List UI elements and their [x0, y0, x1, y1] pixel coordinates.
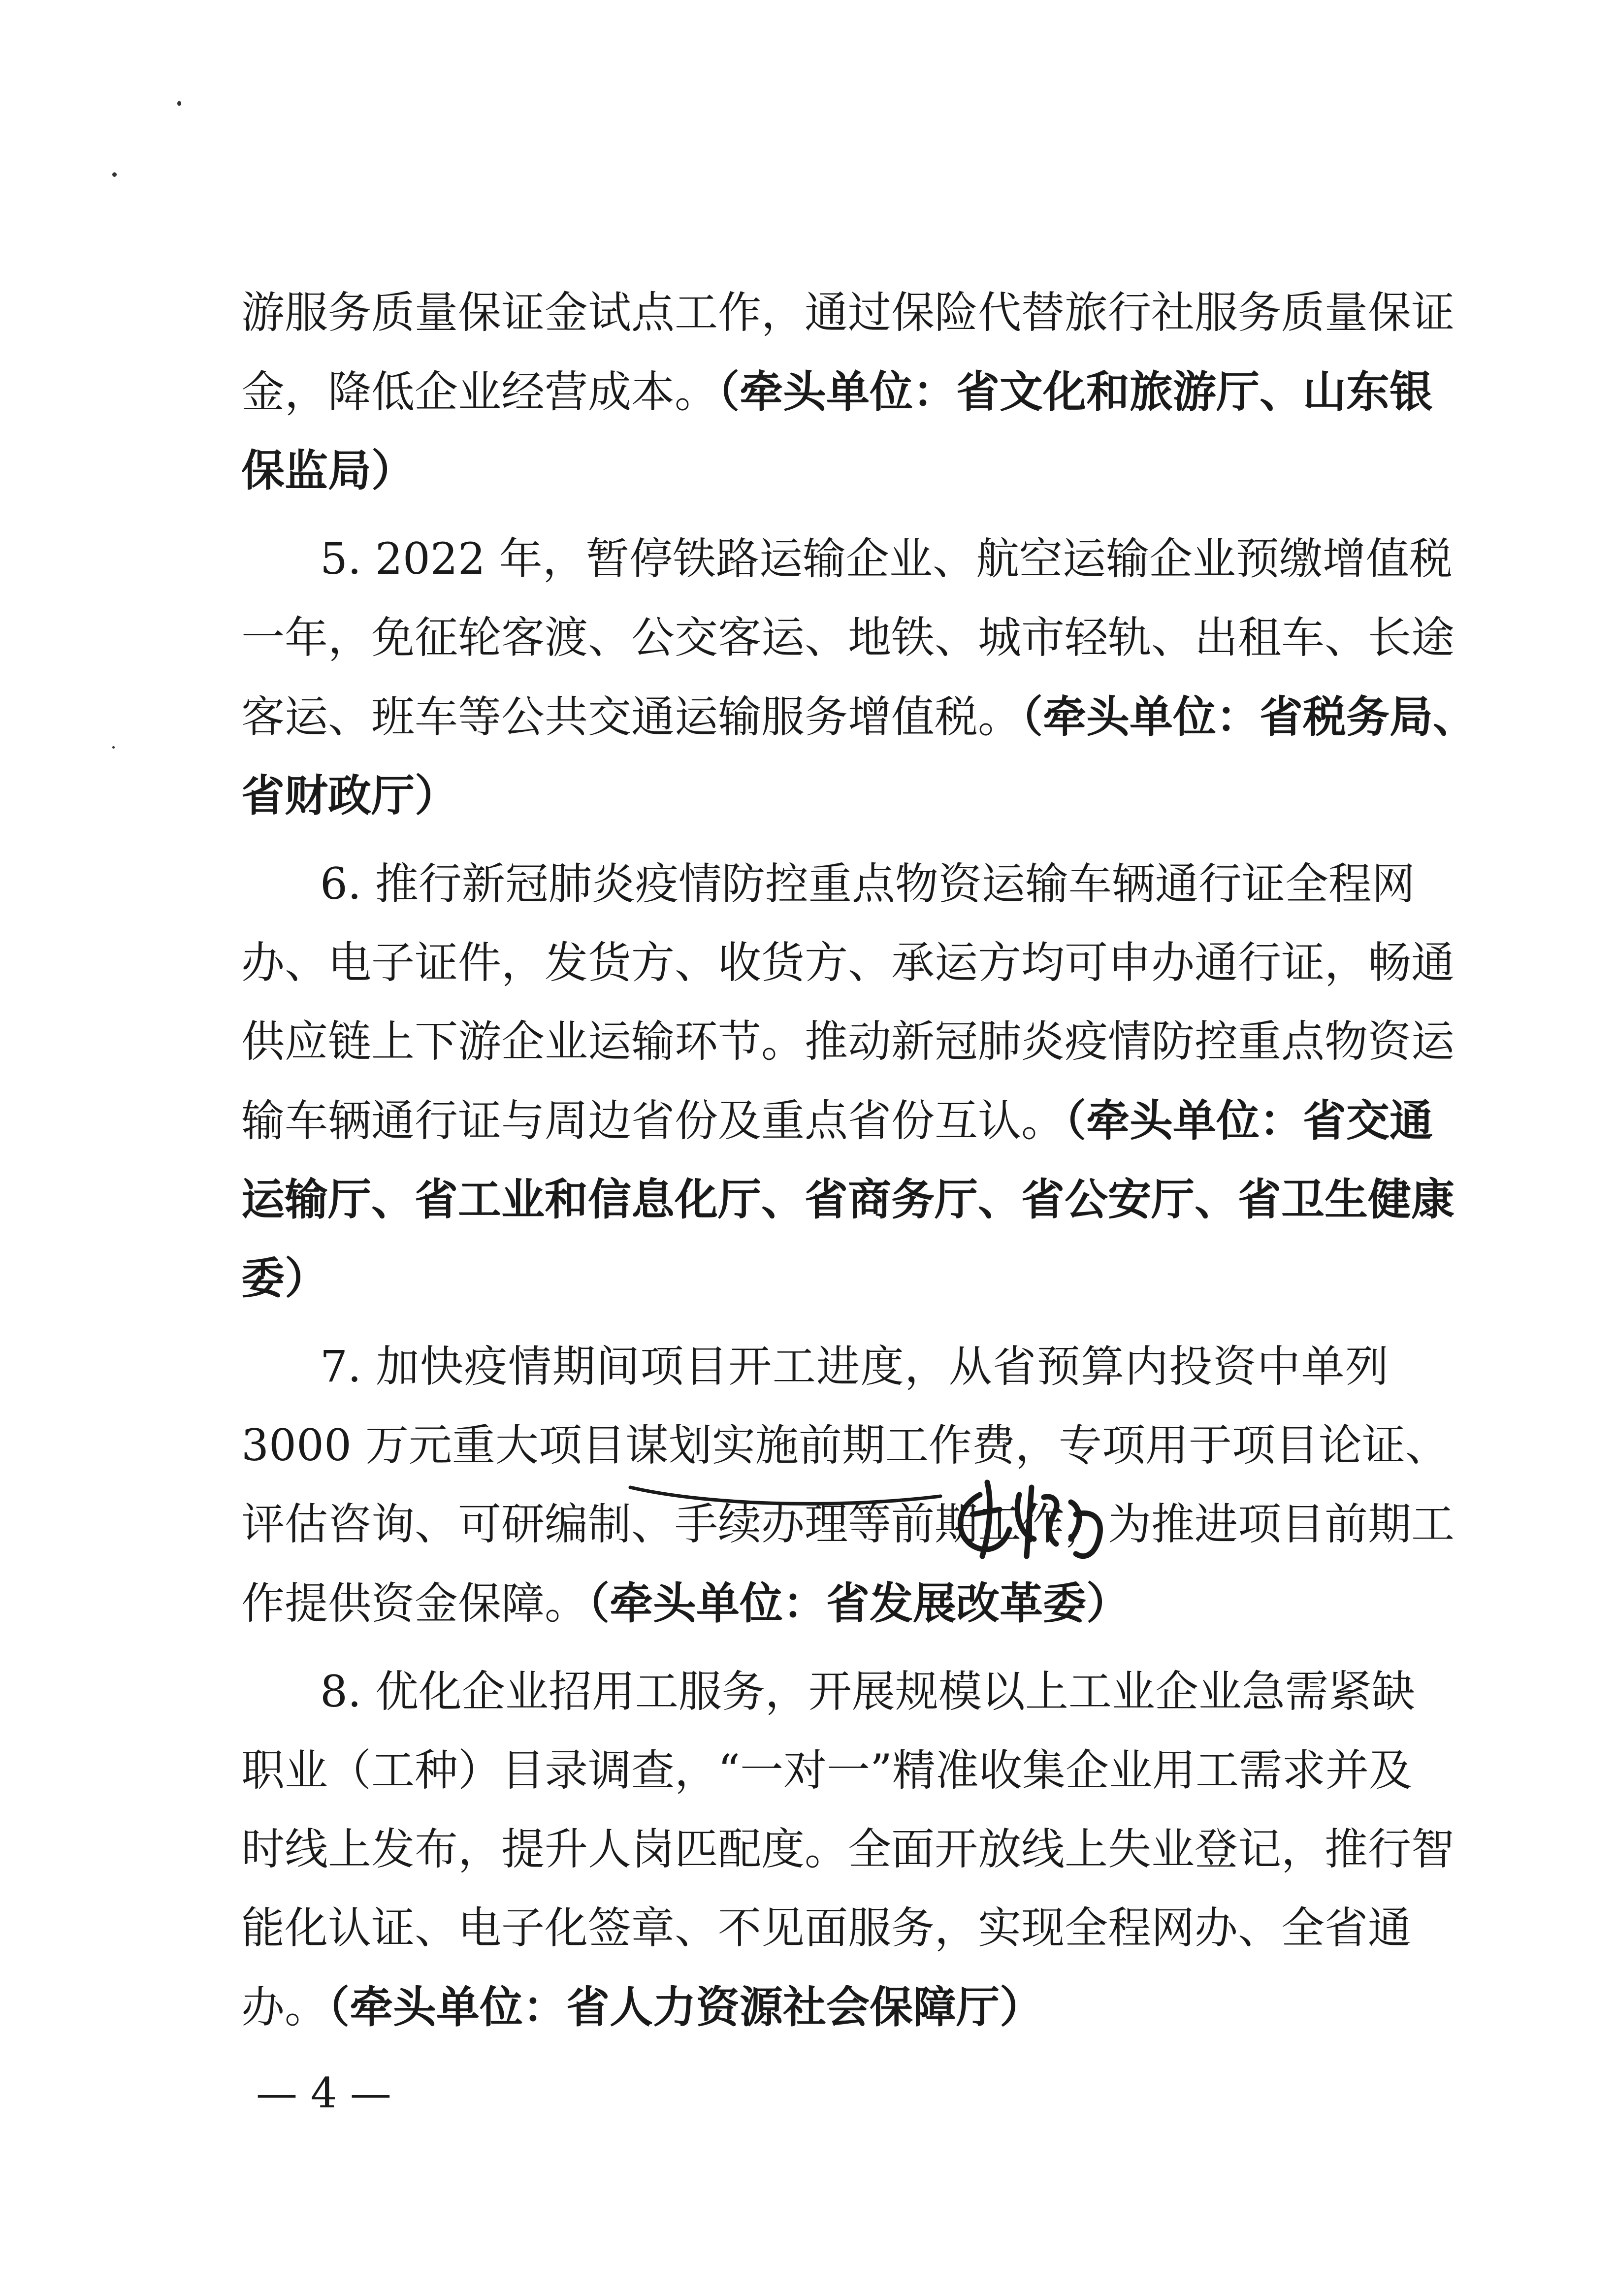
text-line: 一年，免征轮客渡、公交客运、地铁、城市轻轨、出租车、长途 — [241, 612, 1455, 663]
text-line — [241, 433, 1389, 507]
lead-unit: （牵头单位：省发展改革委） — [588, 1577, 1130, 1629]
text-line — [241, 1162, 1455, 1236]
text-line: 客运、班车等公共交通运输服务增值税。（牵头单位：省税务局、 — [241, 691, 1477, 742]
text-line: 3000 万元重大项目谋划实施前期工作费，专项用于项目论证、 — [241, 1420, 1449, 1471]
handwritten-annotation — [625, 1409, 1118, 1615]
lead-unit: 运输厅、省工业和信息化厅、省商务厅、省公安厅、省卫生健康 — [241, 1174, 1455, 1225]
text-line: 6. 推行新冠肺炎疫情防控重点物资运输车辆通行证全程网 — [320, 858, 1415, 909]
text-line: 办。（牵头单位：省人力资源社会保障厅） — [241, 1981, 1043, 2033]
scan-speck — [112, 746, 115, 749]
text-line: 能化认证、电子化签章、不见面服务，实现全程网办、全省通 — [241, 1902, 1412, 1953]
text-line: 金，降低企业经营成本。（牵头单位：省文化和旅游厅、山东银 — [241, 366, 1433, 417]
lead-unit: （牵头单位：省税务局、 — [1021, 691, 1477, 742]
lead-unit: （牵头单位：省人力资源社会保障厅） — [328, 1981, 1043, 2033]
page-number: — 4 — — [256, 2069, 391, 2117]
lead-unit: 省财政厅） — [241, 770, 458, 821]
text-line — [241, 1241, 1389, 1315]
text-line: 办、电子证件，发货方、收货方、承运方均可申办通行证，畅通 — [241, 937, 1455, 988]
text-line: 输车辆通行证与周边省份及重点省份互认。（牵头单位：省交通 — [241, 1095, 1433, 1146]
text-line: 游服务质量保证金试点工作，通过保险代替旅行社服务质量保证 — [241, 287, 1455, 338]
scan-speck — [177, 101, 181, 106]
text-line: 职业（工种）目录调查，“一对一”精准收集企业用工需求并及 — [241, 1745, 1412, 1796]
text-line: 8. 优化企业招用工服务，开展规模以上工业企业急需紧缺 — [320, 1666, 1415, 1717]
lead-unit: （牵头单位：省文化和旅游厅、山东银 — [718, 366, 1433, 417]
text-line — [241, 758, 1389, 832]
text-line: 5. 2022 年，暂停铁路运输企业、航空运输企业预缴增值税 — [320, 533, 1453, 584]
text-line: 作提供资金保障。（牵头单位：省发展改革委） — [241, 1577, 1130, 1629]
hand-underline — [630, 1487, 940, 1504]
text-line: 时线上发布，提升人岗匹配度。全面开放线上失业登记，推行智 — [241, 1824, 1455, 1874]
text-line: 7. 加快疫情期间项目开工进度，从省预算内投资中单列 — [320, 1341, 1389, 1392]
lead-unit: 保监局） — [241, 445, 415, 496]
text-line: 供应链上下游企业运输环节。推动新冠肺炎疫情防控重点物资运 — [241, 1016, 1455, 1067]
text-line: 评估咨询、可研编制、手续办理等前期工作，为推进项目前期工 — [241, 1499, 1455, 1549]
lead-unit: （牵头单位：省交通 — [1065, 1095, 1433, 1146]
handwritten-note-strokes — [960, 1482, 1100, 1556]
lead-unit: 委） — [241, 1252, 328, 1304]
scan-speck — [112, 172, 117, 177]
